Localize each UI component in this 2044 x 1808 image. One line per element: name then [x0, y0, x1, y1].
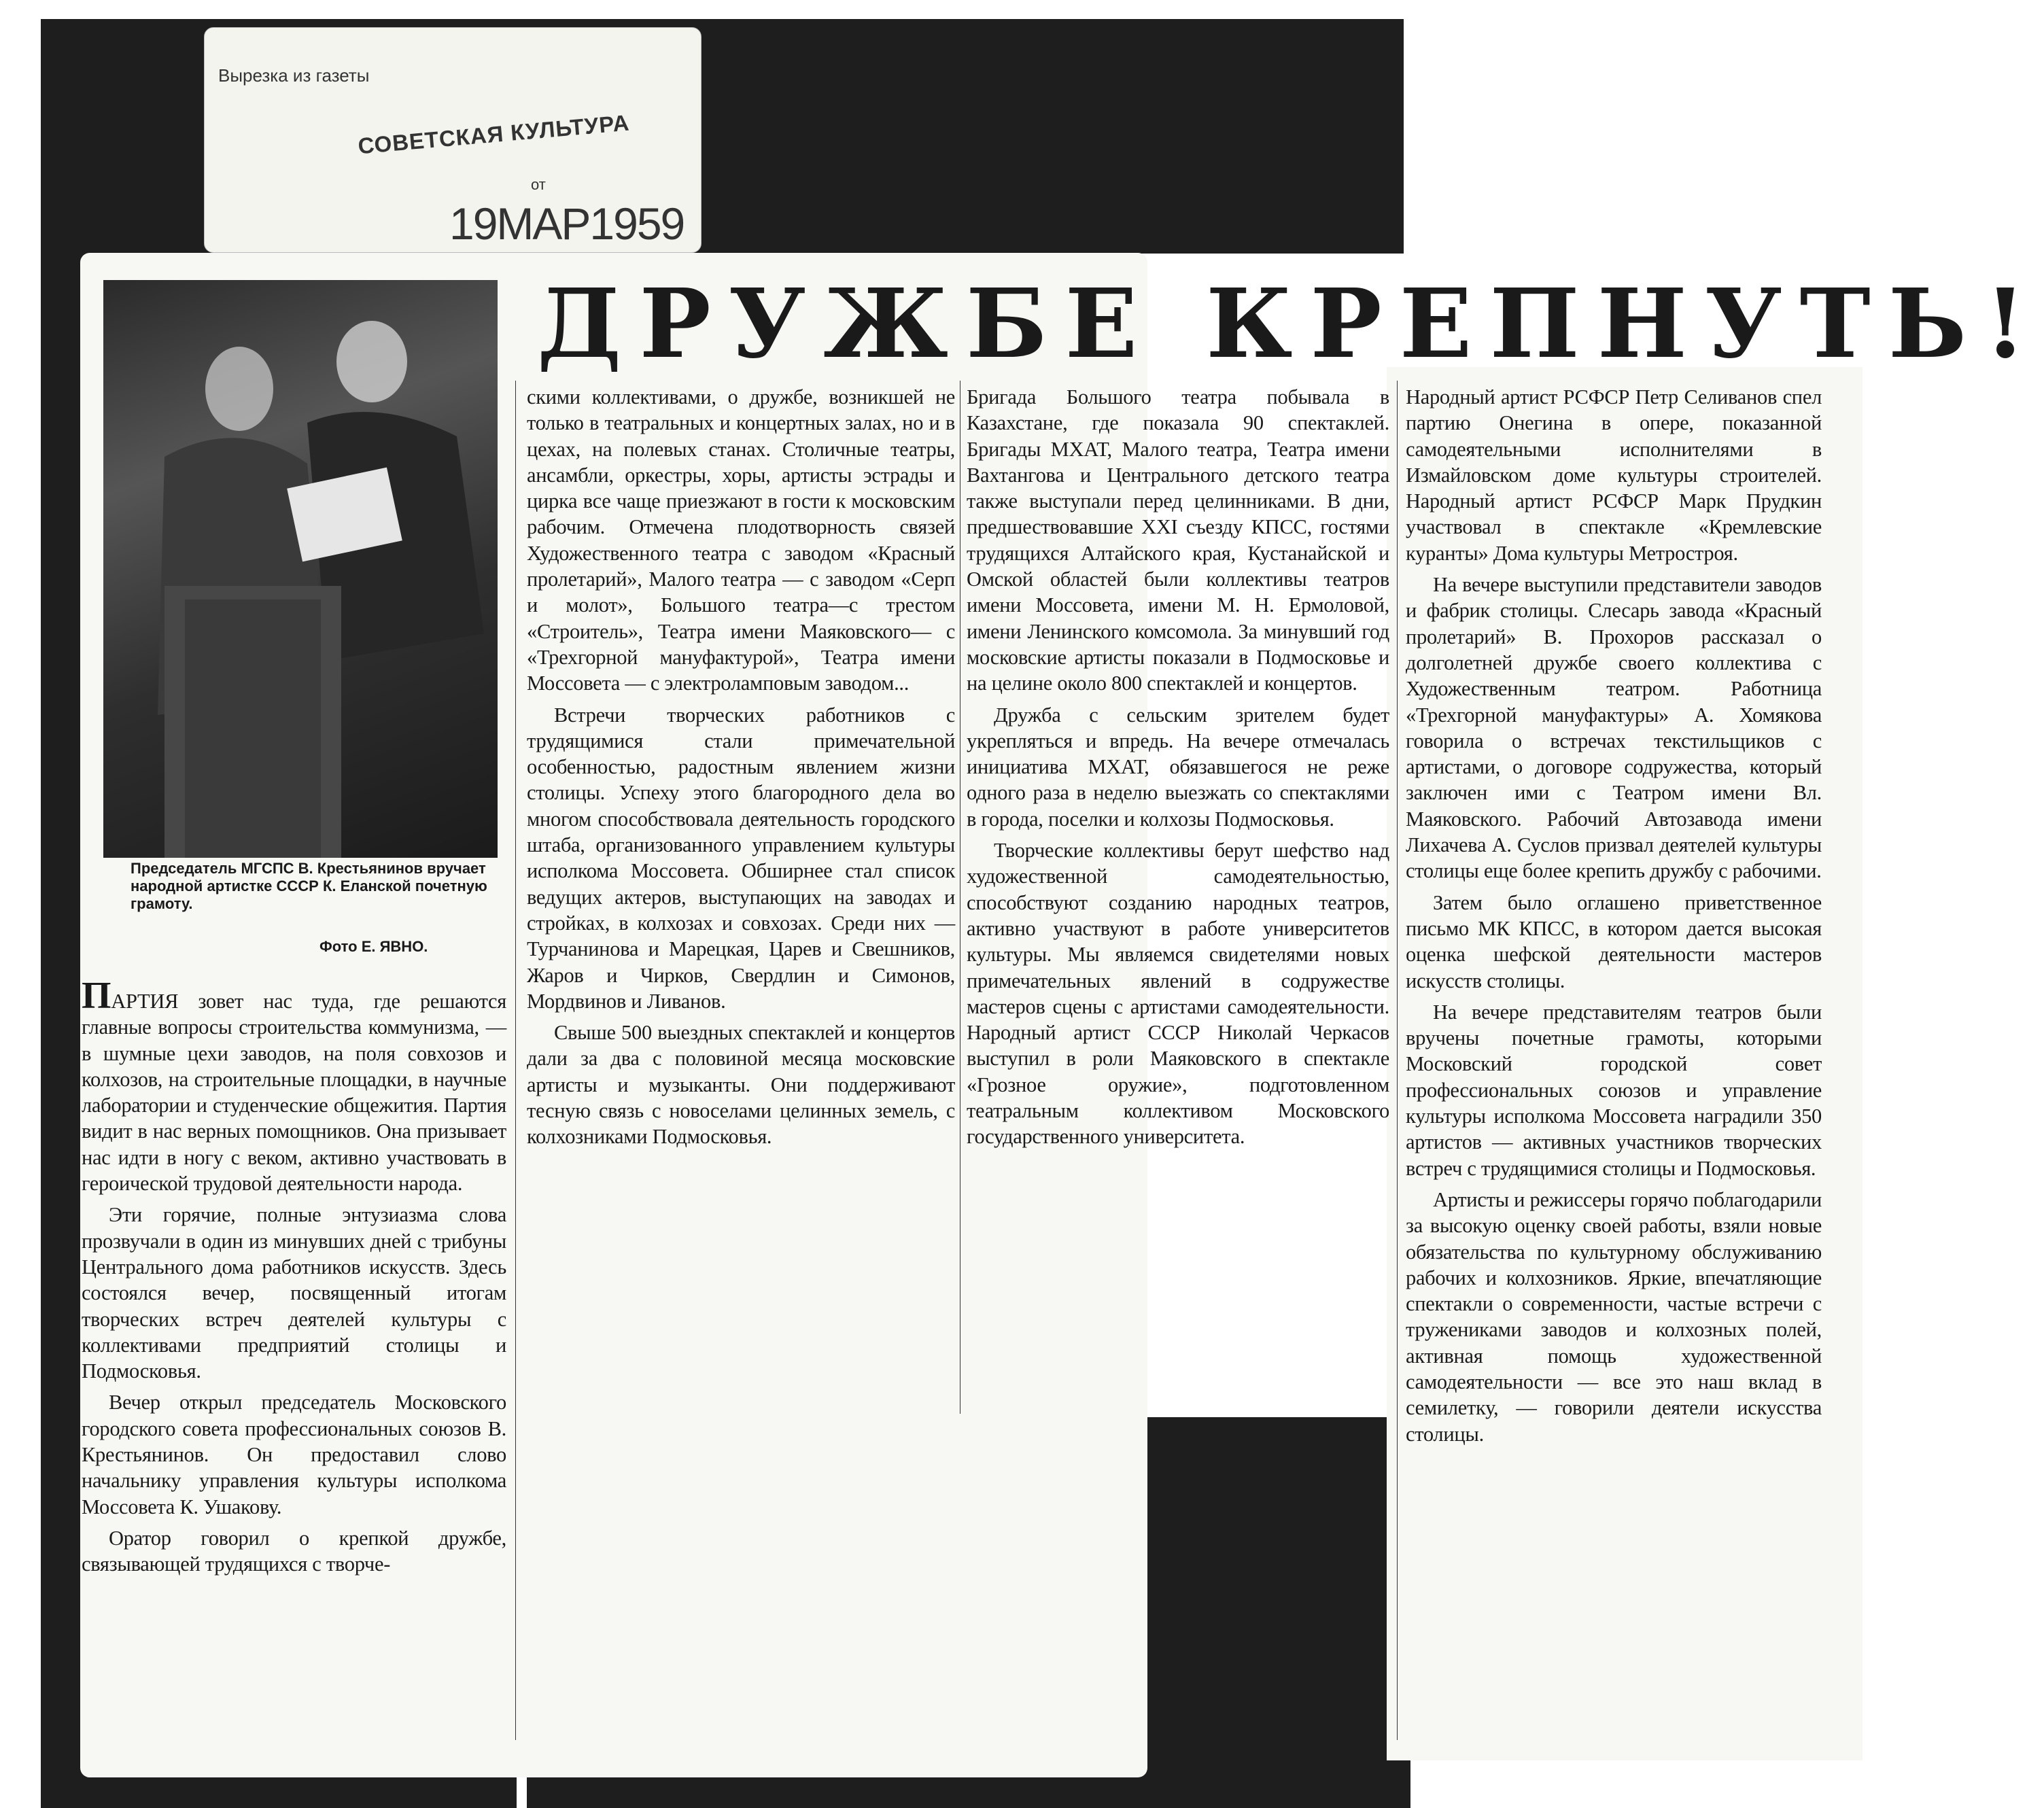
article-headline: ДРУЖБЕ КРЕПНУТЬ!: [537, 268, 2044, 380]
column-paragraph: Творческие коллективы берут шефство над художественной самодеятельностью, способствуют созданию народных театров, активно участвуют в работе университетов культуры. Мы являемся свидетелями новых примечательных явлений в содружестве мастеров сцены с артистами самодеятельности. Народный артист СССР Николай Черкасов выступил в роли Маяковского в спектакле «Грозное оружие», подготовленном театральным коллективом Московского государственного университета.: [967, 839, 1389, 1149]
article-column-4: [1406, 384, 1822, 1453]
column-divider: [515, 381, 516, 1740]
column-paragraph: скими коллективами, о дружбе, возникшей не только в театральных и концертных залах, но и в цехах, на полевых станах. Столичные театры, ансамбли, оркестры, хоры, артисты эстрады и цирка все чаще приезжают в гости к московским рабочим. Отмечена плодотворность связей Художественного театра с заводом «Красный пролетарий», Малого театра — с заводом «Серп и молот», Большого театра—с трестом «Строитель», Театра имени Маяковского— с «Трехгорной мануфактурой», Театра имени Моссовета — с электроламповым заводом...: [527, 385, 955, 695]
column-paragraph: Затем было оглашено приветственное письмо МК КПСС, в котором дается высокая оценка шефской деятельности мастеров искусств столицы.: [1406, 890, 1822, 992]
article-photo: [103, 280, 498, 858]
column-paragraph: На вечере выступили представители заводов и фабрик столицы. Слесарь завода «Красный пролетарий» В. Прохоров рассказал о долголетней дружбе своего коллектива с Художественным театром. Работница «Трехгорной мануфактуры» А. Хомякова говорила о встречах текстильщиков с артистами, о договоре содружества, который заключен ими с Театром имени Вл. Маяковского. Рабочий Автозавода имени Лихачева А. Суслов призвал деятелей культуры столицы еще более крепить дружбу с рабочими.: [1406, 573, 1822, 883]
stamp-from-label: от: [531, 176, 546, 193]
column-paragraph: Эти горячие, полные энтузиазма слова прозвучали в один из минувших дней с трибуны Центрального дома работников искусств. Здесь состоялся вечер, посвященный итогам творческих встреч деятелей культуры с коллективами предприятий столицы и Подмосковья.: [82, 1203, 506, 1383]
stamp-label: Вырезка из газеты: [218, 65, 370, 86]
photo-credit: Фото Е. ЯВНО.: [319, 938, 428, 955]
column-divider: [1397, 381, 1398, 1740]
column-paragraph: Народный артист РСФСР Петр Селиванов спел партию Онегина в опере, показанной самодеятельными исполнителями в Измайловском доме культуры строителей. Народный артист РСФСР Марк Прудкин участвовал в спектакле «Кремлевские куранты» Дома культуры Метростроя.: [1406, 385, 1822, 565]
article-column-2: [527, 384, 955, 1155]
column-paragraph: На вечере представителям театров были вручены почетные грамоты, которыми Московский городской совет профессиональных союзов и управление культуры исполкома Моссовета наградили 350 артистов — активных участников творческих встреч с трудящимися столицы и Подмосковья.: [1406, 1000, 1822, 1180]
drop-cap: П: [82, 975, 111, 1017]
clipping-stamp: [204, 27, 701, 253]
column-paragraph: Свыше 500 выездных спектаклей и концертов дали за два с половиной месяца московские артисты и музыканты. Они поддерживают тесную связь с новоселами целинных земель, с колхозниками Подмосковья.: [527, 1021, 955, 1149]
column-paragraph: Вечер открыл председатель Московского городского совета профессиональных союзов В. Крестьянинов. Он предоставил слово начальнику управления культуры исполкома Моссовета К. Ушакову.: [82, 1391, 506, 1518]
column-paragraph: Встречи творческих работников с трудящимися стали примечательной особенностью, радостным явлением жизни столицы. Успеху этого благородного дела во многом способствовала деятельность городского штаба, организованного управлением культуры исполкома Моссовета. Обширнее стал список ведущих актеров, выступающих на заводах и стройках, в колхозах и совхозах. Среди них — Турчанинова и Марецкая, Царев и Свешников, Жаров и Чирков, Свердлин и Симонов, Мордвинов и Ливанов.: [527, 703, 955, 1013]
photo-figures: [103, 280, 498, 858]
column-paragraph: Бригада Большого театра побывала в Казахстане, где показала 90 спектаклей. Бригады МХАТ, Малого театра, Театра имени Вахтангова и Центрального детского театра также выступали перед целинниками. В дни, предшествовавшие XXI съезду КПСС, гостями трудящихся Алтайского края, Кустанайской и Омской областей были коллективы театров имени Моссовета, имени М. Н. Ермоловой, имени Ленинского комсомола. За минувший год московские артисты показали в Подмосковье и на целине около 800 спектаклей и концертов.: [967, 385, 1389, 695]
column-paragraph: Артисты и режиссеры горячо поблагодарили за высокую оценку своей работы, взяли новые обязательства по культурному обслуживанию рабочих и колхозников. Яркие, впечатляющие спектакли о современности, частые встречи с тружениками заводов и колхозных полей, активная помощь художественной самодеятельности — все это наш вклад в семилетку, — говорили деятели искусства столицы.: [1406, 1187, 1822, 1446]
column-paragraph: Оратор говорил о крепкой дружбе, связывающей трудящихся с творче-: [82, 1526, 506, 1576]
article-column-3: [967, 384, 1389, 1155]
column-paragraph: Дружба с сельским зрителем будет укрепляться и впредь. На вечере отмечалась инициатива МХАТ, обязавшегося не реже одного раза в неделю выезжать со спектаклями в города, поселки и колхозы Подмосковья.: [967, 703, 1389, 831]
photo-caption: Председатель МГСПС В. Крестьянинов вручает народной артистке СССР К. Еланской почетную грамоту.: [131, 860, 487, 912]
newspaper-name: СОВЕТСКАЯ КУЛЬТУРА: [357, 109, 631, 159]
column-paragraph: ПАРТИЯ зовет нас туда, где решаются главные вопросы строительства коммунизма, — в шумные цехи заводов, на поля совхозов и колхозов, на строительные площадки, в научные лаборатории и студенческие общежития. Партия видит в нас верных помощников. Она призывает нас идти в ногу с веком, активно участвовать в героической трудовой деятельности народа.: [82, 975, 506, 1196]
stamp-date: 19МАР1959: [449, 198, 685, 249]
article-column-1: [82, 975, 506, 1583]
